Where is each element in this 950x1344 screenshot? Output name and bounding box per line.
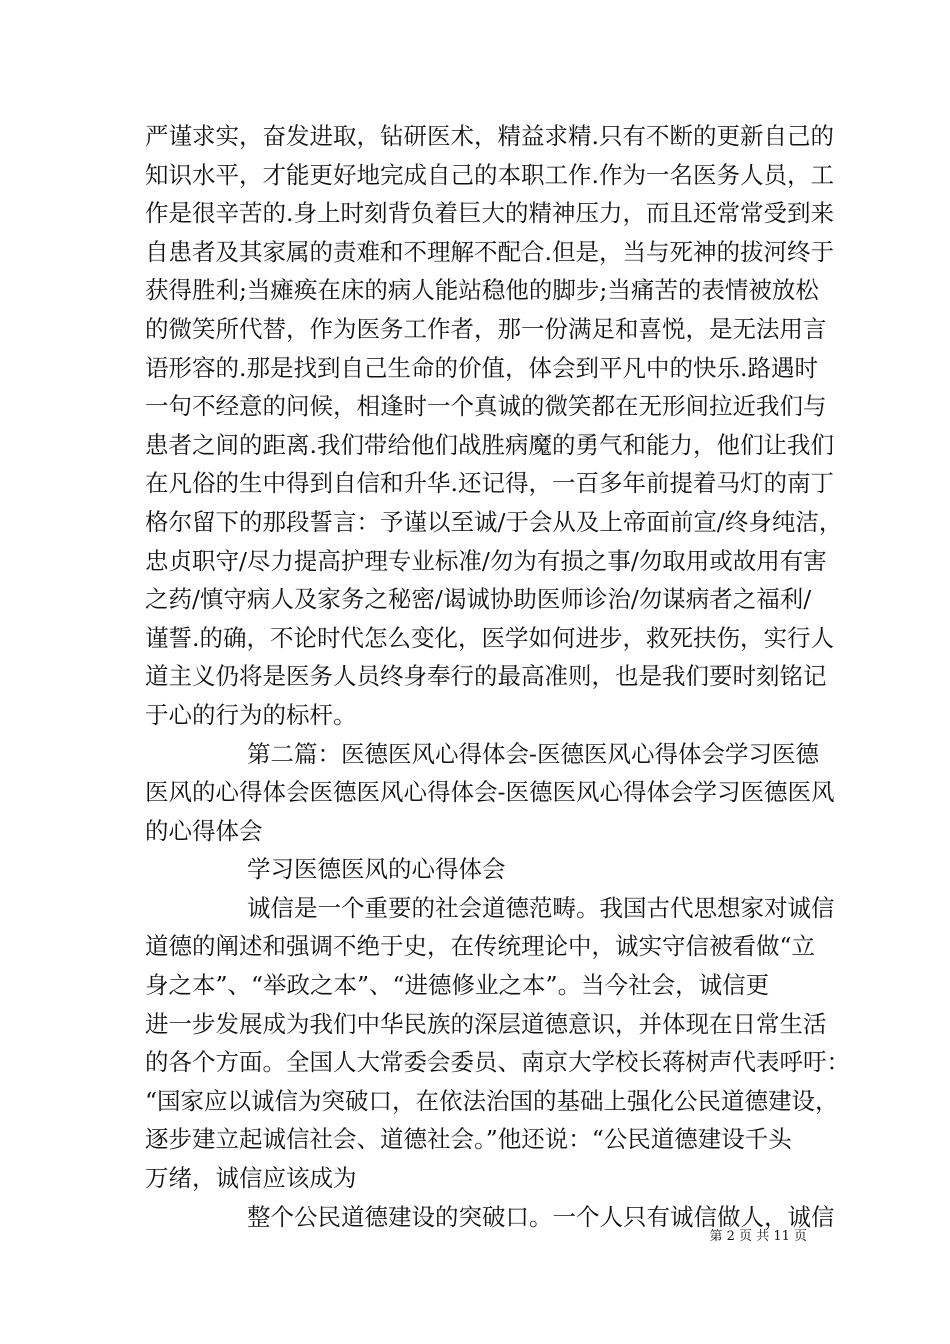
text-line: 于心的行为的标杆。 [145, 700, 357, 729]
text-line: 严谨求实，奋发进取，钻研医术，精益求精.只有不断的更新自己的 [145, 122, 834, 150]
text-line: 忠贞职守/尽力提高护理专业标准/勿为有损之事/勿取用或故用有害 [145, 546, 827, 575]
document-body [145, 117, 850, 1236]
text-line: 格尔留下的那段誓言：予谨以至诚/于会从及上帝面前宣/终身纯洁， [145, 507, 843, 536]
text-line: 万绪，诚信应该成为 [145, 1164, 357, 1193]
text-line: 谨誓.的确，不论时代怎么变化，医学如何进步，救死扶伤，实行人 [145, 623, 834, 652]
text-line: 的各个方面。全国人大常委会委员、南京大学校长蒋树声代表呼吁： [145, 1048, 850, 1077]
text-line: 获得胜利;当瘫痪在床的病人能站稳他的脚步;当痛苦的表情被放松 [145, 276, 819, 305]
text-line: 之药/慎守病人及家务之秘密/谒诚协助医师诊治/勿谋病者之福利/ [145, 585, 812, 614]
text-line: 患者之间的距离.我们带给他们战胜病魔的勇气和能力，他们让我们 [145, 430, 834, 459]
text-line: 自患者及其家属的责难和不理解不配合.但是，当与死神的拔河终于 [145, 237, 834, 266]
text-line: 诚信是一个重要的社会道德范畴。我国古代思想家对诚信 [247, 893, 835, 922]
text-line: 一句不经意的问候，相逢时一个真诚的微笑都在无形间拉近我们与 [145, 392, 827, 421]
text-line: 语形容的.那是找到自己生命的价值，体会到平凡中的快乐.路遇时 [145, 353, 818, 382]
text-line: 知识水平，才能更好地完成自己的本职工作.作为一名医务人员，工 [145, 160, 834, 189]
section-heading: 第二篇：医德医风心得体会-医德医风心得体会学习医德 [247, 739, 819, 768]
text-line: “国家应以诚信为突破口，在依法治国的基础上强化公民道德建设， [145, 1086, 839, 1115]
page-number: 第 2 页 共 11 页 [709, 1229, 807, 1244]
section-heading-continued: 医风的心得体会医德医风心得体会-医德医风心得体会学习医德医风 [145, 778, 835, 807]
section-heading-continued: 的心得体会 [145, 816, 263, 845]
text-line: 进一步发展成为我们中华民族的深层道德意识，并体现在日常生活 [145, 1009, 827, 1038]
text-line: 整个公民道德建设的突破口。一个人只有诚信做人，诚信 [247, 1202, 835, 1231]
text-line: 的微笑所代替，作为医务工作者，那一份满足和喜悦，是无法用言 [145, 314, 827, 343]
text-line: 道德的阐述和强调不绝于史，在传统理论中，诚实守信被看做“立 [145, 932, 816, 961]
text-line: 逐步建立起诚信社会、道德社会。”他还说：“公民道德建设千头 [145, 1125, 792, 1154]
text-line: 在凡俗的生中得到自信和升华.还记得，一百多年前提着马灯的南丁 [145, 469, 834, 498]
text-line: 道主义仍将是医务人员终身奉行的最高准则，也是我们要时刻铭记 [145, 662, 827, 691]
text-line: 作是很辛苦的.身上时刻背负着巨大的精神压力，而且还常常受到来 [145, 199, 834, 228]
sub-heading: 学习医德医风的心得体会 [247, 855, 506, 884]
text-line: 身之本”、“举政之本”、“进德修业之本”。当今社会，诚信更 [145, 971, 770, 1000]
